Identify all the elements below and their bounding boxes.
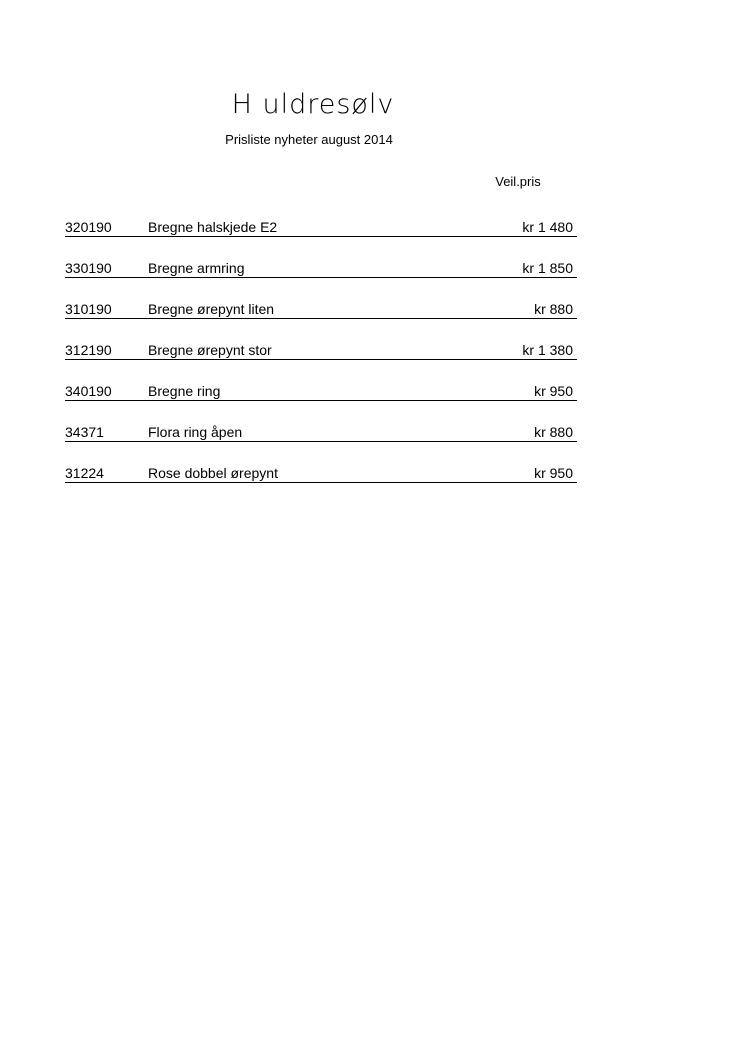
product-price: kr 1 850 — [522, 260, 573, 276]
brand-logo: H uldresølv — [231, 89, 395, 120]
product-code: 320190 — [65, 219, 112, 235]
table-row — [65, 380, 577, 421]
product-description: Bregne ring — [148, 383, 221, 399]
table-row — [65, 462, 577, 503]
price-table — [65, 216, 577, 503]
table-row — [65, 421, 577, 462]
table-row — [65, 216, 577, 257]
product-price: kr 1 480 — [522, 219, 573, 235]
price-column-header: Veil.pris — [495, 174, 541, 189]
product-price: kr 880 — [534, 424, 573, 440]
product-code: 310190 — [65, 301, 112, 317]
row-divider — [65, 318, 577, 319]
document-subtitle: Prisliste nyheter august 2014 — [225, 132, 393, 147]
row-divider — [65, 277, 577, 278]
product-description: Bregne halskjede E2 — [148, 219, 278, 235]
row-divider — [65, 359, 577, 360]
table-row — [65, 298, 577, 339]
row-divider — [65, 441, 577, 442]
product-price: kr 950 — [534, 465, 573, 481]
product-price: kr 950 — [534, 383, 573, 399]
product-code: 34371 — [65, 424, 104, 440]
product-code: 31224 — [65, 465, 104, 481]
product-code: 312190 — [65, 342, 112, 358]
product-price: kr 880 — [534, 301, 573, 317]
table-row — [65, 257, 577, 298]
row-divider — [65, 400, 577, 401]
product-code: 340190 — [65, 383, 112, 399]
product-description: Rose dobbel ørepynt — [148, 465, 278, 481]
table-row — [65, 339, 577, 380]
product-price: kr 1 380 — [522, 342, 573, 358]
product-description: Flora ring åpen — [148, 424, 243, 440]
product-description: Bregne armring — [148, 260, 245, 276]
product-code: 330190 — [65, 260, 112, 276]
row-divider — [65, 236, 577, 237]
row-divider — [65, 482, 577, 483]
product-description: Bregne ørepynt stor — [148, 342, 272, 358]
product-description: Bregne ørepynt liten — [148, 301, 275, 317]
